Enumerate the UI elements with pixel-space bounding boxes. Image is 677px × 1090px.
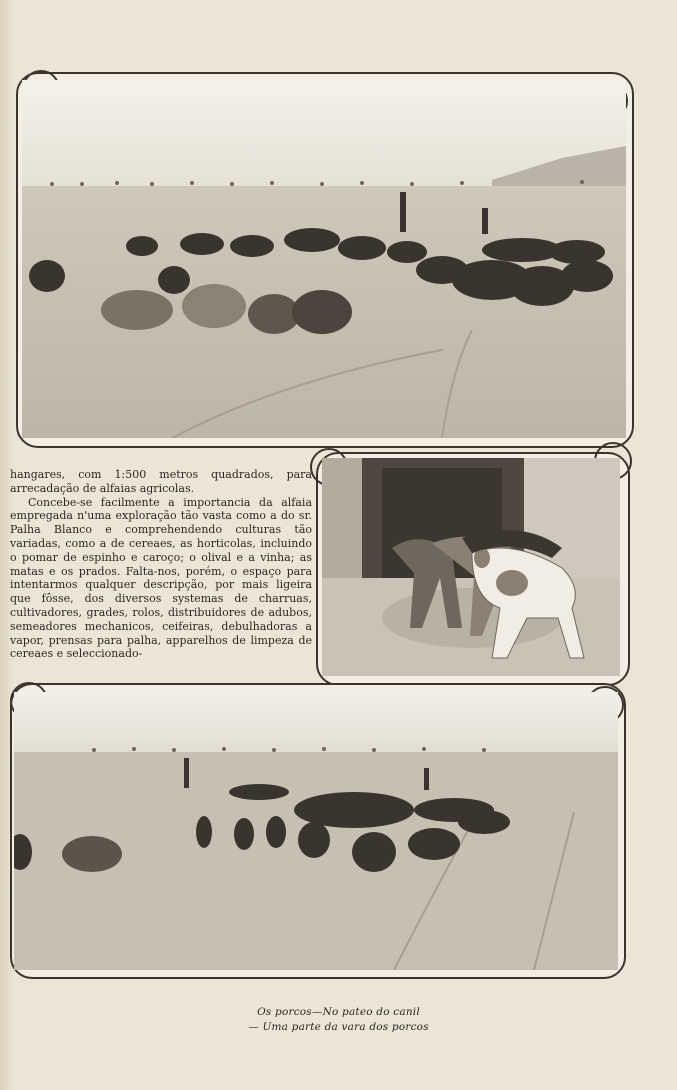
paragraph-2: Concebe-se facilmente a importancia da alfaia empregada n'uma exploração tão vasta como a do sr. Palha Blanco e comprehendendo culturas tão variadas, como a de cereaes, as horticolas, incluindo o pomar de espinho e caroço; o olival e a vinha; as matas e os prados. Falta-nos, porém, o espaço para intentarmos qualquer descripção, por mais ligeira que fôsse, dos diversos systemas de charruas, cultivadores, grades, rolos, distribuidores de adubos, semeadores mechanicos, ceifeiras, debulhadoras a vapor, prensas para palha, apparelhos de limpeza de cereaes e seleccionado- bbox=[10, 495, 312, 661]
paragraph-1: hangares, com 1:500 metros quadrados, para arrecadação de alfaias agricolas. bbox=[10, 468, 312, 495]
photo-pigs-herd bbox=[22, 80, 626, 438]
article-text bbox=[10, 468, 312, 661]
photo-dogs-courtyard bbox=[322, 458, 620, 676]
photo-pigs-drove bbox=[14, 692, 618, 970]
caption-line-2: — Uma parte da vara dos porcos bbox=[248, 1021, 429, 1033]
caption-line-1: Os porcos—No pateo do canil bbox=[257, 1006, 420, 1018]
